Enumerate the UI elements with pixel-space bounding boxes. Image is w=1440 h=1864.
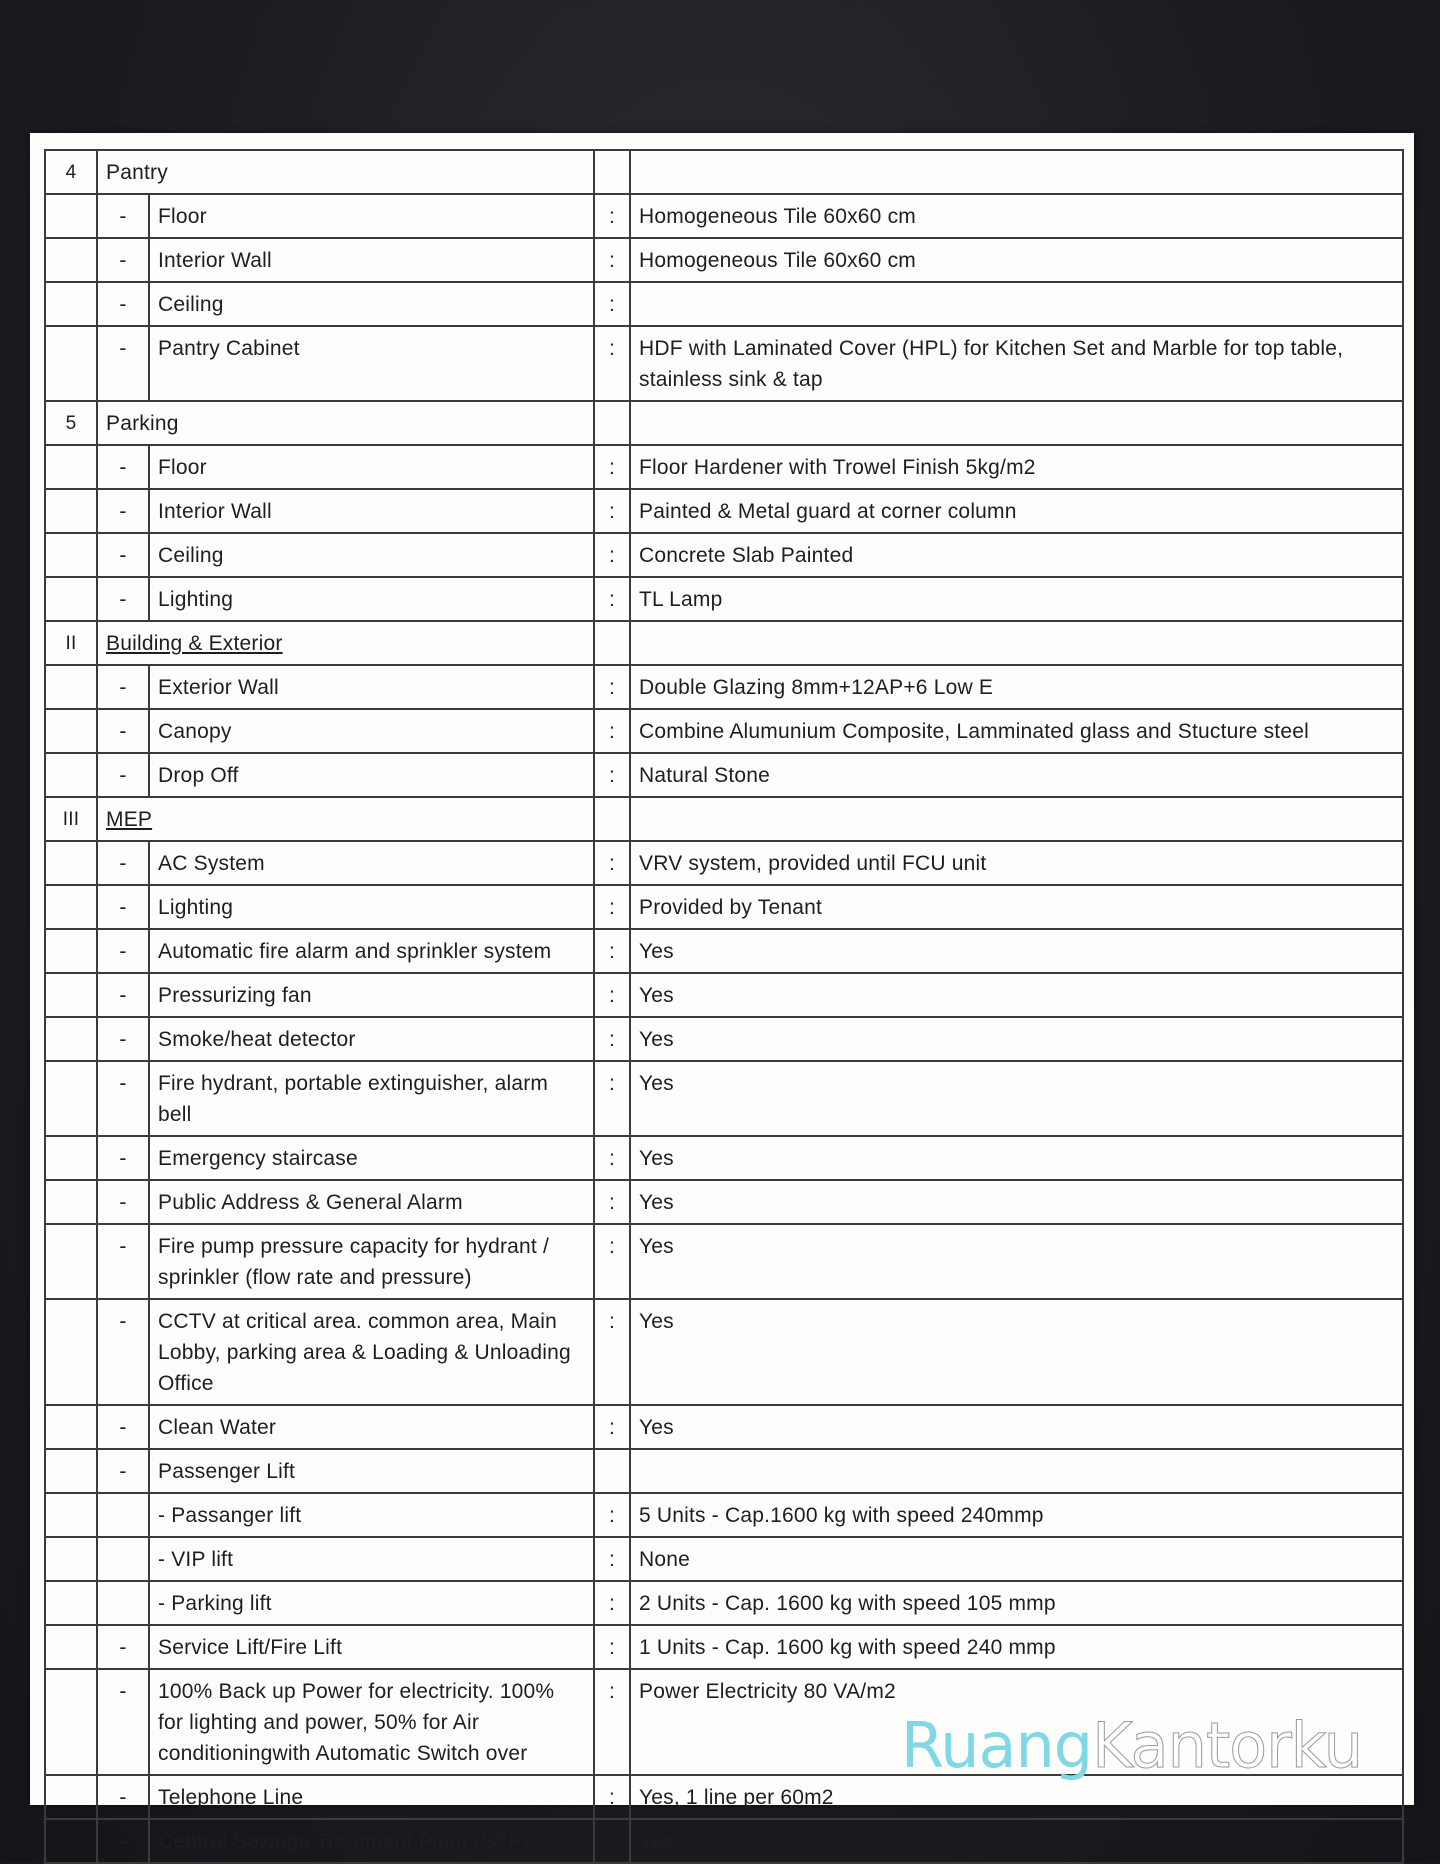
row-item-label: Emergency staircase: [149, 1136, 594, 1180]
row-dash: [97, 1493, 149, 1537]
table-row: [45, 1136, 1403, 1180]
row-colon: :: [594, 1136, 630, 1180]
row-number-cell: [45, 577, 97, 621]
specification-table: [44, 149, 1404, 1864]
table-row: [45, 753, 1403, 797]
watermark-logo: [900, 1709, 1362, 1782]
table-row: [45, 1625, 1403, 1669]
section-title-cell: [97, 797, 594, 841]
section-number: II: [45, 621, 97, 665]
row-colon: :: [594, 194, 630, 238]
row-value: Homogeneous Tile 60x60 cm: [630, 238, 1403, 282]
row-colon: :: [594, 1017, 630, 1061]
table-row: [45, 709, 1403, 753]
row-value: Double Glazing 8mm+12AP+6 Low E: [630, 665, 1403, 709]
table-row: [45, 1299, 1403, 1405]
row-dash: -: [97, 841, 149, 885]
table-row: [45, 1061, 1403, 1136]
row-item-label: - Passanger lift: [149, 1493, 594, 1537]
row-colon: :: [594, 1669, 630, 1775]
table-row: [45, 973, 1403, 1017]
row-dash: -: [97, 1017, 149, 1061]
table-row: [45, 326, 1403, 401]
table-row: [45, 1581, 1403, 1625]
row-value: Painted & Metal guard at corner column: [630, 489, 1403, 533]
row-number-cell: [45, 1669, 97, 1775]
section-title: Building & Exterior: [106, 632, 283, 655]
row-dash: -: [97, 1061, 149, 1136]
row-dash: -: [97, 1625, 149, 1669]
document-page: [30, 133, 1414, 1853]
row-number-cell: [45, 194, 97, 238]
row-number-cell: [45, 1017, 97, 1061]
table-row: [45, 1017, 1403, 1061]
row-number-cell: [45, 665, 97, 709]
table-row: [45, 1537, 1403, 1581]
section-number: III: [45, 797, 97, 841]
row-colon: :: [594, 238, 630, 282]
row-colon: :: [594, 973, 630, 1017]
row-item-label: Interior Wall: [149, 238, 594, 282]
row-colon: :: [594, 753, 630, 797]
section-title: MEP: [106, 808, 153, 831]
row-item-label: - VIP lift: [149, 1537, 594, 1581]
row-item-label: AC System: [149, 841, 594, 885]
section-colon-cell: [594, 621, 630, 665]
row-value: Homogeneous Tile 60x60 cm: [630, 194, 1403, 238]
section-header-row: [45, 621, 1403, 665]
table-row: [45, 194, 1403, 238]
row-number-cell: [45, 1775, 97, 1819]
row-colon: [594, 1449, 630, 1493]
row-colon: :: [594, 1775, 630, 1819]
section-header-row: [45, 150, 1403, 194]
row-number-cell: [45, 445, 97, 489]
row-number-cell: [45, 1299, 97, 1405]
row-value: Yes: [630, 1224, 1403, 1299]
row-dash: -: [97, 533, 149, 577]
row-colon: :: [594, 1819, 630, 1863]
row-item-label: Passenger Lift: [149, 1449, 594, 1493]
row-dash: -: [97, 1224, 149, 1299]
row-number-cell: [45, 929, 97, 973]
row-value: Yes: [630, 1299, 1403, 1405]
table-row: [45, 841, 1403, 885]
row-number-cell: [45, 1180, 97, 1224]
row-colon: :: [594, 1180, 630, 1224]
row-item-label: Pantry Cabinet: [149, 326, 594, 401]
row-value: Combine Alumunium Composite, Lamminated glass and Stucture steel: [630, 709, 1403, 753]
row-value: Yes: [630, 1180, 1403, 1224]
row-item-label: Canopy: [149, 709, 594, 753]
row-value: Yes: [630, 1061, 1403, 1136]
row-number-cell: [45, 885, 97, 929]
section-colon-cell: [594, 797, 630, 841]
row-value: Concrete Slab Painted: [630, 533, 1403, 577]
table-row: [45, 1405, 1403, 1449]
table-row: [45, 1180, 1403, 1224]
row-value: VRV system, provided until FCU unit: [630, 841, 1403, 885]
row-dash: -: [97, 238, 149, 282]
row-colon: :: [594, 1625, 630, 1669]
row-value: Yes: [630, 1017, 1403, 1061]
row-value: Yes: [630, 929, 1403, 973]
table-row: [45, 1449, 1403, 1493]
row-colon: :: [594, 1061, 630, 1136]
row-dash: -: [97, 1775, 149, 1819]
row-value: [630, 1449, 1403, 1493]
row-number-cell: [45, 1224, 97, 1299]
row-colon: :: [594, 841, 630, 885]
section-title-cell: [97, 401, 594, 445]
row-value: 2 Units - Cap. 1600 kg with speed 105 mmp: [630, 1581, 1403, 1625]
row-item-label: Interior Wall: [149, 489, 594, 533]
row-colon: :: [594, 489, 630, 533]
row-item-label: Floor: [149, 445, 594, 489]
watermark-part1: Ruang: [900, 1709, 1093, 1782]
row-value: TL Lamp: [630, 577, 1403, 621]
row-item-label: Ceiling: [149, 533, 594, 577]
row-item-label: Telephone Line: [149, 1775, 594, 1819]
row-value: Yes: [630, 1136, 1403, 1180]
row-colon: :: [594, 929, 630, 973]
row-number-cell: [45, 709, 97, 753]
table-row: [45, 885, 1403, 929]
row-value: None: [630, 1537, 1403, 1581]
row-number-cell: [45, 282, 97, 326]
row-dash: -: [97, 1180, 149, 1224]
row-colon: :: [594, 709, 630, 753]
row-item-label: Fire pump pressure capacity for hydrant / sprinkler (flow rate and pressure): [149, 1224, 594, 1299]
row-number-cell: [45, 1537, 97, 1581]
section-value-cell: [630, 797, 1403, 841]
row-value: Yes: [630, 973, 1403, 1017]
row-dash: -: [97, 973, 149, 1017]
row-item-label: Floor: [149, 194, 594, 238]
row-dash: -: [97, 665, 149, 709]
row-number-cell: [45, 533, 97, 577]
row-item-label: Lighting: [149, 885, 594, 929]
row-dash: -: [97, 753, 149, 797]
table-row: [45, 1493, 1403, 1537]
row-number-cell: [45, 753, 97, 797]
row-item-label: CCTV at critical area. common area, Main Lobby, parking area & Loading & Unloading Office: [149, 1299, 594, 1405]
row-number-cell: [45, 841, 97, 885]
row-dash: -: [97, 1405, 149, 1449]
row-colon: :: [594, 445, 630, 489]
row-colon: :: [594, 1581, 630, 1625]
section-title-cell: [97, 621, 594, 665]
section-value-cell: [630, 401, 1403, 445]
section-header-row: [45, 401, 1403, 445]
row-colon: :: [594, 665, 630, 709]
row-dash: -: [97, 577, 149, 621]
row-number-cell: [45, 1581, 97, 1625]
section-title: Pantry: [106, 161, 168, 184]
table-row: [45, 665, 1403, 709]
row-item-label: Pressurizing fan: [149, 973, 594, 1017]
section-header-row: [45, 797, 1403, 841]
row-number-cell: [45, 1061, 97, 1136]
row-colon: :: [594, 1405, 630, 1449]
row-dash: -: [97, 1449, 149, 1493]
row-item-label: 100% Back up Power for electricity. 100% for lighting and power, 50% for Air conditioningwith Automatic Switch over: [149, 1669, 594, 1775]
row-value: Natural Stone: [630, 753, 1403, 797]
row-dash: -: [97, 282, 149, 326]
row-item-label: Smoke/heat detector: [149, 1017, 594, 1061]
table-row: [45, 282, 1403, 326]
row-number-cell: [45, 1136, 97, 1180]
row-dash: -: [97, 885, 149, 929]
row-number-cell: [45, 973, 97, 1017]
row-item-label: Automatic fire alarm and sprinkler system: [149, 929, 594, 973]
section-value-cell: [630, 150, 1403, 194]
row-item-label: Clean Water: [149, 1405, 594, 1449]
section-title: Parking: [106, 412, 179, 435]
row-dash: -: [97, 445, 149, 489]
row-number-cell: [45, 1405, 97, 1449]
section-number: 4: [45, 150, 97, 194]
row-colon: :: [594, 1537, 630, 1581]
row-value: Yes: [630, 1405, 1403, 1449]
row-dash: -: [97, 1299, 149, 1405]
row-value: Floor Hardener with Trowel Finish 5kg/m2: [630, 445, 1403, 489]
row-item-label: Service Lift/Fire Lift: [149, 1625, 594, 1669]
table-row: [45, 489, 1403, 533]
row-item-label: - Parking lift: [149, 1581, 594, 1625]
row-colon: :: [594, 282, 630, 326]
row-number-cell: [45, 1819, 97, 1863]
row-colon: :: [594, 885, 630, 929]
section-colon-cell: [594, 150, 630, 194]
row-value: Yes, 1 line per 60m2: [630, 1775, 1403, 1819]
row-value: 1 Units - Cap. 1600 kg with speed 240 mmp: [630, 1625, 1403, 1669]
watermark-part2: Kantorku: [1092, 1709, 1362, 1782]
table-row: [45, 533, 1403, 577]
row-item-label: Ceiling: [149, 282, 594, 326]
row-value: 5 Units - Cap.1600 kg with speed 240mmp: [630, 1493, 1403, 1537]
table-row: [45, 445, 1403, 489]
row-item-label: Lighting: [149, 577, 594, 621]
row-dash: [97, 1537, 149, 1581]
row-colon: :: [594, 1493, 630, 1537]
row-dash: -: [97, 326, 149, 401]
row-dash: -: [97, 1136, 149, 1180]
row-number-cell: [45, 1625, 97, 1669]
row-colon: :: [594, 1224, 630, 1299]
row-dash: -: [97, 929, 149, 973]
row-colon: :: [594, 326, 630, 401]
row-number-cell: [45, 238, 97, 282]
table-row: [45, 1224, 1403, 1299]
row-dash: -: [97, 1669, 149, 1775]
row-dash: -: [97, 709, 149, 753]
row-value: [630, 282, 1403, 326]
section-number: 5: [45, 401, 97, 445]
table-row: [45, 238, 1403, 282]
row-colon: :: [594, 1299, 630, 1405]
row-dash: [97, 1581, 149, 1625]
row-value: Yes: [630, 1819, 1403, 1863]
table-row: [45, 577, 1403, 621]
row-value: Provided by Tenant: [630, 885, 1403, 929]
row-number-cell: [45, 1493, 97, 1537]
section-value-cell: [630, 621, 1403, 665]
row-item-label: Public Address & General Alarm: [149, 1180, 594, 1224]
row-item-label: Exterior Wall: [149, 665, 594, 709]
row-value: Power Electricity 80 VA/m2: [630, 1669, 1403, 1775]
row-colon: :: [594, 577, 630, 621]
row-value: HDF with Laminated Cover (HPL) for Kitchen Set and Marble for top table, stainless sink & tap: [630, 326, 1403, 401]
row-item-label: Fire hydrant, portable extinguisher, alarm bell: [149, 1061, 594, 1136]
table-row: [45, 1819, 1403, 1863]
row-item-label: Central Sewage Treatment Plant (STP): [149, 1819, 594, 1863]
section-colon-cell: [594, 401, 630, 445]
row-dash: -: [97, 1819, 149, 1863]
row-number-cell: [45, 1449, 97, 1493]
row-dash: -: [97, 489, 149, 533]
row-colon: :: [594, 533, 630, 577]
section-title-cell: [97, 150, 594, 194]
table-row: [45, 929, 1403, 973]
row-item-label: Drop Off: [149, 753, 594, 797]
row-dash: -: [97, 194, 149, 238]
row-number-cell: [45, 489, 97, 533]
row-number-cell: [45, 326, 97, 401]
